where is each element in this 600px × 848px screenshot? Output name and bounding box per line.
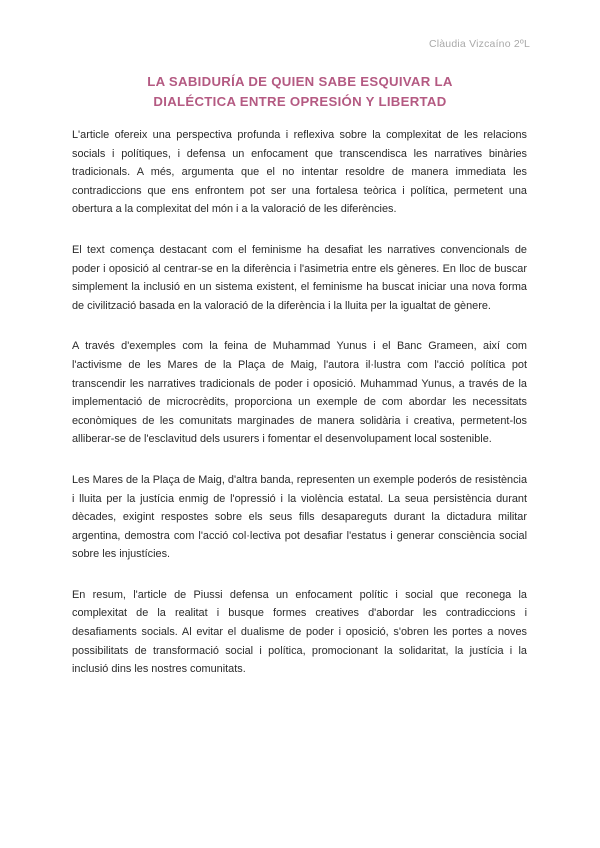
paragraph: L'article ofereix una perspectiva profunda i reflexiva sobre la complexitat de les relacions socials i polítiques, i defensa un enfocament que transcendisca les narratives binàries tradicionals. A més, argumenta que el no intentar resoldre de manera immediata les contradiccions que ens enfrontem pot ser una fortalesa teòrica i política, permetent una obertura a la complexitat del món i a la valoració de les diferències. — [72, 129, 527, 216]
document-body — [72, 126, 527, 701]
author-name: Clàudia Vizcaíno 2ºL — [428, 38, 530, 50]
title-line-1: LA SABIDURÍA DE QUIEN SABE ESQUIVAR LA — [147, 74, 453, 89]
paragraph: Les Mares de la Plaça de Maig, d'altra banda, representen un exemple poderós de resistència i lluita per la justícia enmig de l'opressió i la violència estatal. La seua persistència durant dècades, exigint respostes sobre els seus fills desapareguts durant la dictadura militar argentina, demostra com l'acció col·lectiva pot desafiar l'estatus i generar consciència social sobre les injustícies. — [72, 473, 527, 561]
document-title — [60, 72, 540, 112]
paragraph: A través d'exemples com la feina de Muhammad Yunus i el Banc Grameen, així com l'activisme de les Mares de la Plaça de Maig, l'autora il·lustra com l'acció política pot transcendir les narratives tradicionals de poder i oposició. Muhammad Yunus, a través de la implementació de microcrèdits, proporciona un exemple de com abordar les necessitats econòmiques de les comunitats marginades de manera solidària i creativa, permetent-los alliberar-se de l'esclavitud dels usurers i fomentar el desenvolupament local sostenible. — [72, 340, 527, 446]
paragraph: En resum, l'article de Piussi defensa un enfocament polític i social que reconega la complexitat de la realitat i busque formes creatives d'abordar les contradiccions i desafiaments socials. Al evitar el dualisme de poder i oposició, s'obren les portes a noves possibilitats de transformació social i política, promocionant la solidaritat, la justícia i la inclusió dins les nostres comunitats. — [72, 588, 527, 676]
title-line-2: DIALÉCTICA ENTRE OPRESIÓN Y LIBERTAD — [153, 94, 447, 109]
paragraph: El text comença destacant com el feminisme ha desafiat les narratives convencionals de poder i oposició al centrar-se en la diferència i l'asimetria entre els gèneres. En lloc de buscar simplement la inclusió en un sistema existent, el feminisme ha buscat iniciar una nova forma de civilització basada en la valoració de la diferència i la lluita per la igualtat de gènere. — [72, 243, 527, 312]
